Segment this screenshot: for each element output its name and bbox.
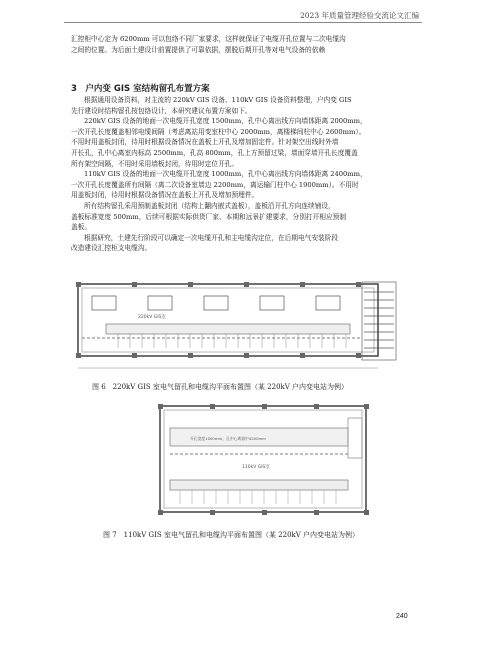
text-line: 一次开孔长度覆盖所有间隔（离二次设备室墙边 2200mm，离运输门柱中心 1900mm）。不用时 bbox=[71, 180, 359, 189]
text-line: 根据研究，土建先行阶段可以确定一次电缆开孔和主电缆沟定位，在后期电气安装阶段 bbox=[84, 233, 339, 242]
body-text bbox=[71, 95, 411, 254]
figure-7-floor-plan bbox=[150, 398, 378, 524]
text-line: 不用时用盖板封闭，待用时根据设备情况在盖板上开孔及增加固定件。针对架空出线时外墙 bbox=[71, 138, 339, 147]
text-line: 220kV GIS 设备的地面一次电缆开孔宽度 1500mm，孔中心离出线方向墙体距离 2000mm， bbox=[84, 117, 367, 126]
fig7-opening-label: 开孔宽度1000mm，孔中心离墙中4200mm bbox=[190, 436, 266, 441]
fig7-room-label: 110kV GIS室 bbox=[242, 465, 270, 470]
text-line: 改造建设汇控柜支电缆沟。 bbox=[71, 244, 152, 253]
text-line: 所有结构留孔采用预制盖板封闭（结构上翻内嵌式盖板），盖板沿开孔方向连续铺设， bbox=[84, 201, 335, 210]
figure-7-caption: 图 7 110kV GIS 室电气留孔和电缆沟平面布置图（某 220kV 户内变电站为例） bbox=[103, 531, 360, 539]
section-heading: 3 户内变 GIS 室结构留孔布置方案 bbox=[71, 84, 210, 94]
text-line: 开长孔，孔中心离室内标高 2500mm，孔高 800mm，孔上方预留过梁，墙面穿墙开孔长度覆盖 bbox=[71, 148, 358, 157]
text-line: 汇控柜中心定为 6200mm 可以包络不同厂家要求，这样就保证了电缆开孔位置与二次电缆沟 bbox=[71, 35, 346, 43]
text-line: 用盖板封闭，待用时根据设备情况在盖板上开孔及增加预埋件。 bbox=[71, 191, 259, 200]
text-line: 根据通用设备资料，对主流的 220kV GIS 设备、110kV GIS 设备资料整理，户内变 GIS bbox=[84, 96, 352, 104]
text-line: 110kV GIS 设备的地面一次电缆开孔宽度 1000mm，孔中心离出线方向墙体距离 2400mm， bbox=[84, 170, 367, 179]
fig6-room-label: 220kV GIS室 bbox=[138, 315, 166, 320]
text-line: 先行建设时结构留孔按包络设计，本研究建议布置方案如下。 bbox=[71, 106, 252, 115]
intro-paragraph bbox=[71, 34, 411, 55]
running-header: 2023 年质量管理经验交流论文汇编 bbox=[300, 11, 419, 20]
text-line: 之间的位置。为后面土建设计前置提供了可靠依据，摆脱后期开孔等对电气设备的依赖 bbox=[71, 45, 326, 54]
figure-6-floor-plan bbox=[66, 278, 406, 376]
text-line: 一次开孔长度覆盖相邻电缆间隔（考虑离站用变室柱中心 2000mm，离楼梯间柱中心 2600mm）。 bbox=[71, 127, 366, 136]
text-line: 盖板。 bbox=[71, 223, 92, 232]
text-line: 盖板标准宽度 500mm，后续可根据实际供货厂家、本期和远景扩建要求，分别打开相应预制 bbox=[71, 212, 347, 221]
text-line: 所有架空间隔，不用时采用墙板封闭，待用时定位开孔。 bbox=[71, 159, 239, 168]
page-number: 240 bbox=[396, 613, 408, 620]
header-rule bbox=[64, 22, 422, 23]
figure-6-caption: 图 6 220kV GIS 室电气留孔和电缆沟平面布置图（某 220kV 户内变电站为例） bbox=[92, 383, 349, 391]
